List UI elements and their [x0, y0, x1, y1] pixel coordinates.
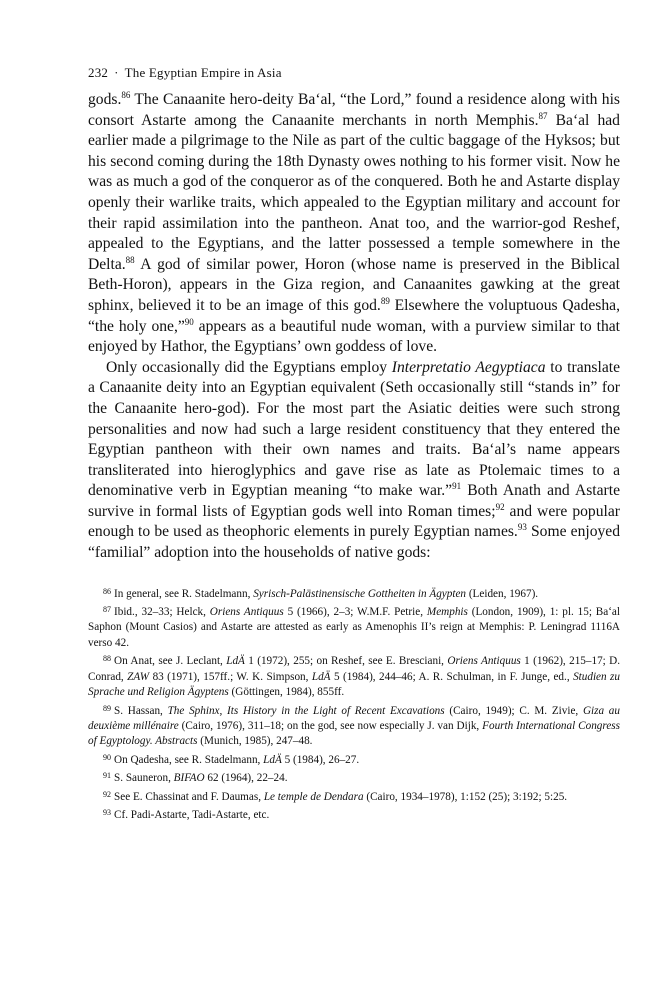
- footnote-ref: 91: [452, 481, 462, 492]
- footnote: [88, 701, 620, 750]
- footnote-text: 1 (1962), 215–17; D. Conrad,: [88, 655, 621, 683]
- text-run: and were popular enough to be used as theophoric elements in purely Egyptian names.: [88, 502, 620, 541]
- footnote-number: 90: [103, 752, 111, 762]
- running-header: [88, 62, 620, 84]
- footnote: [88, 584, 620, 602]
- footnote-ref: 89: [380, 295, 390, 306]
- footnote-text: 62 (1964), 22–24.: [204, 772, 288, 785]
- footnote: [88, 602, 620, 651]
- footnote-text: (London, 1909), 1: pl. 15; Ba‘al Saphon (Mount Casios) and Astarte are attested as early as Amenophis II’s reign at Memphis: P. Leningrad 1116A verso 42.: [88, 606, 621, 649]
- footnote-italic-text: LdÄ: [263, 753, 282, 766]
- body-text: [88, 90, 620, 564]
- footnote-italic-text: BIFAO: [173, 772, 205, 785]
- footnote-text: 5 (1984), 26–27.: [281, 753, 360, 766]
- footnote-number: 88: [103, 654, 111, 664]
- header-separator: ·: [114, 65, 119, 80]
- footnote-ref: 92: [495, 501, 505, 512]
- footnote-text: S. Sauneron,: [114, 772, 174, 785]
- footnote-italic-text: Oriens Antiquus: [209, 606, 284, 619]
- footnote-ref: 88: [125, 254, 135, 265]
- footnote-number: 92: [103, 789, 111, 799]
- body-paragraph: [88, 90, 620, 358]
- footnote-text: (Cairo, 1976), 311–18; on the god, see now especially J. van Dijk,: [178, 719, 483, 732]
- text-run: The Canaanite hero-deity Ba‘al, “the Lord,” found a residence along with his consort Astarte among the Canaanite merchants in north Memphis.: [88, 91, 620, 129]
- footnotes: [88, 584, 620, 824]
- footnote-text: On Anat, see J. Leclant,: [114, 655, 227, 668]
- italic-text: Interpretatio Aegyptiaca: [391, 358, 546, 376]
- footnote-ref: 87: [538, 110, 548, 121]
- footnote: [88, 768, 620, 786]
- footnote-italic-text: LdÄ: [311, 670, 331, 683]
- footnote-ref: 93: [517, 522, 527, 533]
- footnote-text: (Leiden, 1967).: [466, 587, 539, 600]
- footnote-text: 83 (1971), 157ff.; W. K. Simpson,: [149, 670, 312, 683]
- footnote-ref: 90: [184, 316, 194, 327]
- footnote-text: In general, see R. Stadelmann,: [114, 587, 254, 600]
- footnote-number: 93: [103, 807, 111, 817]
- text-run: Some enjoyed “familial” adoption into the households of native gods:: [88, 523, 621, 562]
- footnote-number: 87: [103, 605, 111, 615]
- text-run: Elsewhere the voluptuous Qadesha, “the holy one,”: [88, 296, 620, 335]
- footnote-italic-text: Giza au deuxième millénaire: [88, 704, 620, 732]
- text-run: Only occasionally did the Egyptians employ: [106, 358, 392, 376]
- footnote-italic-text: Studien zu Sprache und Religion Ägyptens: [88, 670, 620, 699]
- footnote-italic-text: The Sphinx, Its History in the Light of Recent Excavations: [167, 704, 445, 717]
- footnote-text: Cf. Padi-Astarte, Tadi-Astarte, etc.: [114, 808, 270, 821]
- footnote: [88, 787, 620, 805]
- footnote-italic-text: Le temple de Dendara: [263, 790, 364, 803]
- footnote-number: 86: [103, 586, 111, 596]
- footnote-text: (Cairo, 1934–1978), 1:152 (25); 3:192; 5:25.: [363, 790, 568, 803]
- footnote-italic-text: Syrisch-Palästinensische Gottheiten in Ägypten: [253, 587, 467, 600]
- footnote-text: 5 (1966), 2–3; W.M.F. Petrie,: [283, 606, 427, 619]
- footnote: [88, 651, 620, 700]
- footnote-text: (Cairo, 1949); C. M. Zivie,: [444, 704, 583, 717]
- footnote-text: 5 (1984), 244–46; A. R. Schulman, in F. Junge, ed.,: [330, 670, 574, 683]
- footnote-number: 89: [103, 703, 111, 713]
- footnote-text: On Qadesha, see R. Stadelmann,: [114, 753, 264, 766]
- footnote-text: (Munich, 1985), 247–48.: [197, 735, 313, 748]
- footnote-text: (Göttingen, 1984), 855ff.: [228, 686, 345, 699]
- text-run: A god of similar power, Horon (whose name is preserved in the Biblical Beth-Horon), appears in the Giza region, and Canaanites gawking at the great sphinx, believed it to be an image of this god.: [88, 255, 620, 314]
- footnote-number: 91: [103, 771, 111, 781]
- running-title: The Egyptian Empire in Asia: [124, 65, 282, 80]
- body-paragraph: [88, 358, 620, 564]
- text-run: gods.: [88, 91, 122, 108]
- text-run: appears as a beautiful nude woman, with a purview similar to that enjoyed by Hathor, the Egyptians’ own goddess of love.: [88, 317, 620, 356]
- footnote-italic-text: Oriens Antiquus: [447, 655, 521, 668]
- footnote-italic-text: Memphis: [426, 606, 468, 619]
- footnote-ref: 86: [121, 90, 131, 100]
- text-run: to translate a Canaanite deity into an Egyptian equivalent (Seth occasionally still “stands in” for the Canaanite hero-god). For the most part the Asiatic deities were such strong personalities and now had such a large resident constituency that they entered the Egyptian pantheon with their own names and traits. Ba‘al’s name appears transliterated into hieroglyphics and gave rise as late as Ptolemaic times to a denominative verb in Egyptian meaning “to make war.”: [88, 358, 620, 500]
- footnote-italic-text: ZAW: [127, 670, 150, 683]
- footnote-text: S. Hassan,: [114, 704, 168, 717]
- footnote-italic-text: Fourth International Congress of Egyptology. Abstracts: [88, 719, 620, 748]
- text-run: Ba‘al had earlier made a pilgrimage to the Nile as part of the cultic baggage of the Hyksos; but his second coming during the 18th Dynasty owes nothing to his former visit. Now he was as much a god of the conqueror as of the conquered. Both he and Astarte display openly their warlike traits, which appealed to the Egyptian military and account for their rapid assimilation into the pantheon. Anat too, and the warrior-god Reshef, appealed to the Egyptians, and the latter possessed a temple somewhere in the Delta.: [88, 111, 620, 273]
- footnote: [88, 750, 620, 768]
- footnote-text: 1 (1972), 255; on Reshef, see E. Bresciani,: [244, 655, 448, 668]
- text-run: Both Anath and Astarte survive in formal lists of Egyptian gods well into Roman times;: [88, 482, 621, 520]
- footnote-italic-text: LdÄ: [226, 655, 245, 668]
- footnote-text: See E. Chassinat and F. Daumas,: [114, 790, 264, 803]
- footnote-text: Ibid., 32–33; Helck,: [114, 606, 210, 619]
- footnote: [88, 805, 620, 823]
- page-number: 232: [88, 65, 109, 80]
- book-page: [88, 62, 620, 823]
